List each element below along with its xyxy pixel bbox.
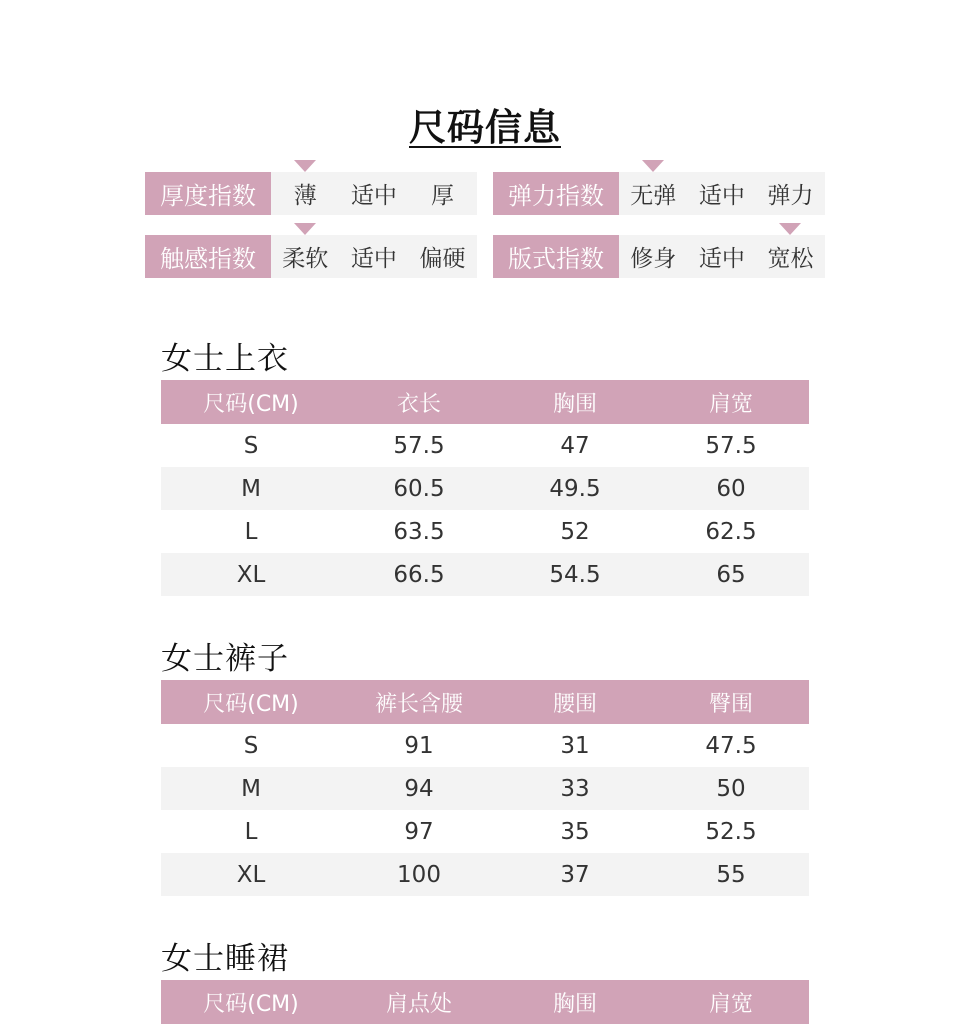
option-label: 修身 xyxy=(630,246,677,272)
attr-option xyxy=(340,235,409,278)
table-cell: 63.5 xyxy=(393,518,445,545)
option-label: 适中 xyxy=(698,183,745,209)
page-title xyxy=(0,97,970,151)
selected-marker-icon xyxy=(642,160,664,172)
table-cell: S xyxy=(243,732,259,759)
selected-marker-icon xyxy=(294,160,316,172)
attr-option xyxy=(340,172,409,215)
table-cell: L xyxy=(244,818,258,845)
table-cell: 31 xyxy=(560,732,590,759)
attr-thickness xyxy=(145,172,477,215)
table-cell: 91 xyxy=(404,732,434,759)
size-table-tops xyxy=(161,380,809,596)
attr-option xyxy=(271,235,340,278)
attr-options xyxy=(271,235,477,278)
attr-elasticity xyxy=(493,172,825,215)
section-title: 女士睡裙 xyxy=(161,941,289,977)
table-cell: 55 xyxy=(653,853,809,896)
column-header: 胸围 xyxy=(497,980,653,1024)
table-cell: 94 xyxy=(341,767,497,810)
option-label: 厚 xyxy=(430,183,454,209)
table-row xyxy=(161,553,809,596)
table-row xyxy=(161,467,809,510)
table-cell: M xyxy=(161,767,341,810)
attr-fit xyxy=(493,235,825,278)
table-row xyxy=(161,724,809,767)
attr-option xyxy=(271,172,340,215)
column-header: 臀围 xyxy=(653,680,809,724)
attr-options xyxy=(619,235,825,278)
attr-label: 触感指数 xyxy=(145,235,271,278)
table-header-row xyxy=(161,680,809,724)
table-row xyxy=(161,510,809,553)
table-cell: 52.5 xyxy=(705,818,757,845)
selected-marker-icon xyxy=(779,223,801,235)
section-title: 女士裤子 xyxy=(161,641,289,677)
table-cell: 49.5 xyxy=(497,467,653,510)
section-title: 女士上衣 xyxy=(161,341,289,377)
page-title-text: 尺码信息 xyxy=(409,105,561,149)
table-cell: 52 xyxy=(560,518,590,545)
option-label: 宽松 xyxy=(767,246,814,272)
attr-option xyxy=(408,172,477,215)
table-cell: 100 xyxy=(341,853,497,896)
table-row xyxy=(161,810,809,853)
attr-touch xyxy=(145,235,477,278)
attr-option xyxy=(619,235,688,278)
table-cell: 66.5 xyxy=(341,553,497,596)
table-cell: M xyxy=(161,467,341,510)
column-header: 尺码(CM) xyxy=(161,680,341,724)
column-header: 腰围 xyxy=(497,680,653,724)
option-label: 适中 xyxy=(350,183,397,209)
option-label: 无弹 xyxy=(630,183,677,209)
attr-label: 弹力指数 xyxy=(493,172,619,215)
table-cell: 37 xyxy=(497,853,653,896)
table-cell: L xyxy=(244,518,258,545)
table-cell: 35 xyxy=(560,818,590,845)
table-cell: 60 xyxy=(653,467,809,510)
table-cell: 62.5 xyxy=(705,518,757,545)
table-cell: 57.5 xyxy=(393,432,445,459)
size-table-pants xyxy=(161,680,809,896)
column-header: 尺码(CM) xyxy=(161,980,341,1024)
column-header: 胸围 xyxy=(497,380,653,424)
column-header: 尺码(CM) xyxy=(161,380,341,424)
table-cell: 54.5 xyxy=(497,553,653,596)
table-row xyxy=(161,767,809,810)
attr-option xyxy=(619,172,688,215)
attr-option xyxy=(756,235,825,278)
table-row xyxy=(161,424,809,467)
column-header: 肩点处 xyxy=(341,980,497,1024)
table-cell: 57.5 xyxy=(705,432,757,459)
table-header-row xyxy=(161,980,809,1024)
table-cell: XL xyxy=(161,553,341,596)
table-row xyxy=(161,853,809,896)
table-cell: 50 xyxy=(653,767,809,810)
attr-option xyxy=(408,235,477,278)
table-header-row xyxy=(161,380,809,424)
table-cell: 33 xyxy=(497,767,653,810)
attr-option xyxy=(756,172,825,215)
table-cell: 65 xyxy=(653,553,809,596)
attr-label: 版式指数 xyxy=(493,235,619,278)
option-label: 适中 xyxy=(698,246,745,272)
column-header: 肩宽 xyxy=(653,380,809,424)
option-label: 弹力 xyxy=(767,183,814,209)
table-cell: 60.5 xyxy=(341,467,497,510)
option-label: 偏硬 xyxy=(419,246,466,272)
attr-options xyxy=(619,172,825,215)
table-cell: S xyxy=(243,432,259,459)
column-header: 裤长含腰 xyxy=(341,680,497,724)
attr-label: 厚度指数 xyxy=(145,172,271,215)
option-label: 适中 xyxy=(350,246,397,272)
selected-marker-icon xyxy=(294,223,316,235)
attr-option xyxy=(688,172,757,215)
option-label: 薄 xyxy=(293,183,317,209)
table-cell: 97 xyxy=(404,818,434,845)
column-header: 肩宽 xyxy=(653,980,809,1024)
attr-options xyxy=(271,172,477,215)
table-cell: XL xyxy=(161,853,341,896)
column-header: 衣长 xyxy=(341,380,497,424)
attr-option xyxy=(688,235,757,278)
option-label: 柔软 xyxy=(282,246,329,272)
table-cell: 47.5 xyxy=(705,732,757,759)
table-cell: 47 xyxy=(560,432,590,459)
size-table-nightdress xyxy=(161,980,809,1024)
